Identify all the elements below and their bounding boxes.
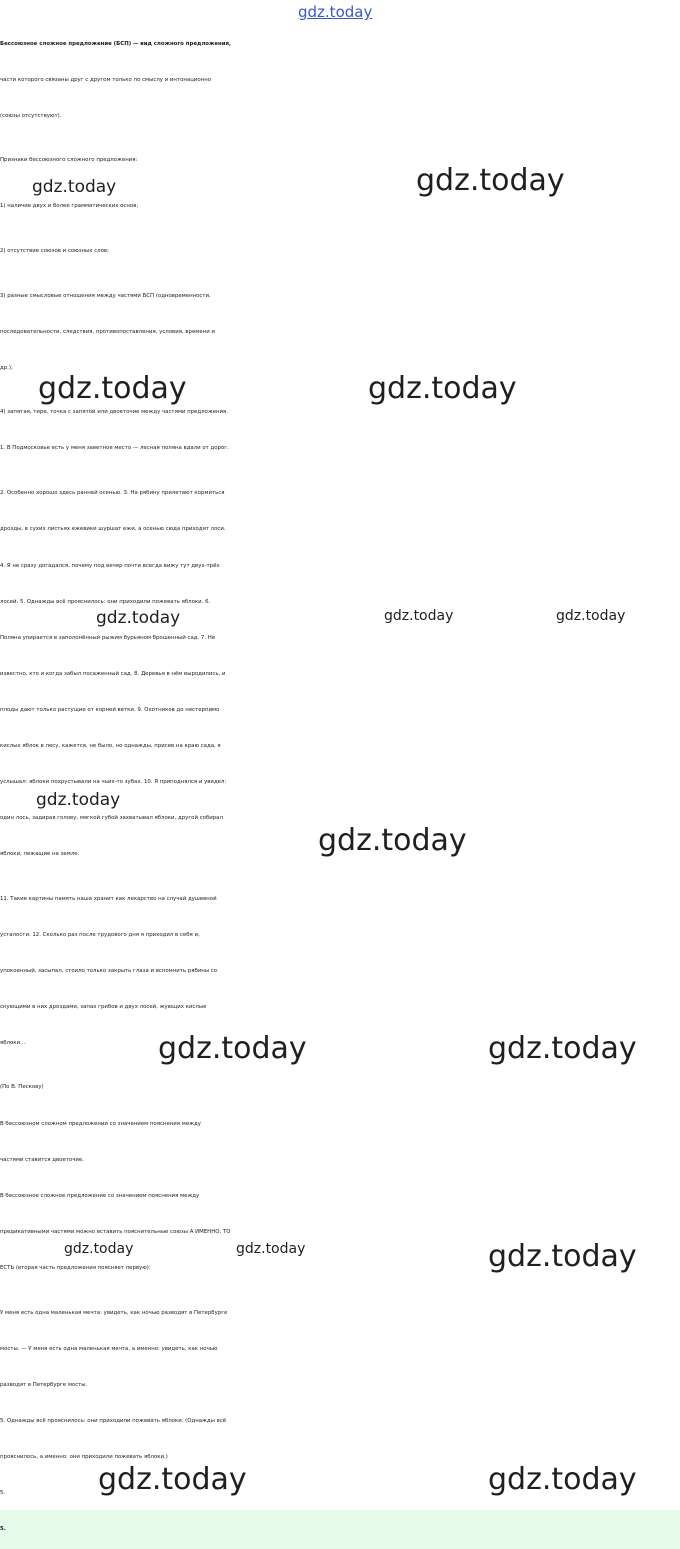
text-line: 5. [0, 1490, 6, 1496]
watermark: gdz.today [158, 1031, 307, 1066]
text-line: мосты. — У меня есть одна маленькая мечта, а именно: увидеть, как ночью [0, 1346, 218, 1352]
text-line: ЕСТЬ (вторая часть предложения поясняет первую): [0, 1265, 151, 1271]
text-line: части которого связаны друг с другом только по смыслу и интонационно [0, 77, 212, 83]
text-line: Бессоюзное сложное предложение (БСП) — вид сложного предложения, [0, 41, 232, 47]
text-line: последовательности, следствия, противопоставления, условия, времени и [0, 329, 215, 335]
text-line: Поляна упирается в заполонённый рыжим бурьяном брошенный сад. 7. Не [0, 635, 216, 641]
text-line: известно, кто и когда забыл посаженный сад. 8. Деревья в нём выродились, и [0, 671, 226, 677]
text-line: плоды дают только растущие от корней ветки. 9. Охотников до нестерпимо [0, 707, 220, 713]
answer-line: 5. [0, 1526, 6, 1532]
text-line: дрозды, в сухих листьях ежевики шуршат ежи, а осенью сюда приходят лоси. [0, 526, 226, 532]
text-line: яблоки, лежащие на земле. [0, 851, 80, 857]
text-line: 1) наличие двух и более грамматических основ; [0, 203, 139, 209]
text-line: 4. Я не сразу догадался, почему под вечер почти всегда вижу тут двух-трёх [0, 563, 220, 569]
text-line: 5. Однажды всё прояснилось: они приходили пожевать яблоки. (Однажды всё [0, 1418, 227, 1424]
text-line: один лось, задирая голову, мягкой губой захватывал яблоки, другой собирал [0, 815, 223, 821]
watermark: gdz.today [488, 1031, 637, 1066]
text-line: 2) отсутствие союзов и союзных слов; [0, 248, 109, 254]
text-line: лосей. 5. Однажды всё прояснилось: они приходили пожевать яблоки. 6. [0, 599, 211, 605]
text-line: 1. В Подмосковье есть у меня заветное место — лесная поляна вдали от дорог. [0, 445, 229, 451]
watermark: gdz.today [488, 1239, 637, 1274]
watermark: gdz.today [556, 608, 626, 624]
text-line: упокоенный, засыпал, стоило только закрыть глаза и вспомнить рябины со [0, 968, 218, 974]
text-line: разводят в Петербурге мосты. [0, 1382, 88, 1388]
text-line: 4) запятая, тире, точка с запятой или двоеточие между частями предложения. [0, 409, 228, 415]
watermark: gdz.today [98, 1462, 247, 1497]
watermark: gdz.today [32, 177, 117, 197]
text-line: кислых яблок в лесу, кажется, не было, но однажды, присев на краю сада, я [0, 743, 221, 749]
watermark: gdz.today [488, 1462, 637, 1497]
text-line: (По В. Пескову) [0, 1084, 44, 1090]
text-line: В бессоюзное сложное предложение со значением пояснения между [0, 1193, 200, 1199]
text-line: У меня есть одна маленькая мечта: увидеть, как ночью разводят в Петербурге [0, 1310, 228, 1316]
text-line: снующими в них дроздами, запах грибов и двух лосей, жующих кислые [0, 1004, 207, 1010]
text-line: др.); [0, 365, 13, 371]
text-line: В бессоюзном сложном предложении со значением пояснения между [0, 1121, 201, 1127]
text-line: усталости. 12. Сколько раз после трудового дня я приходил в себя и, [0, 932, 200, 938]
watermark: gdz.today [236, 1241, 306, 1257]
text-line: 3) разные смысловые отношения между частями БСП (одновременности, [0, 293, 211, 299]
text-line: частями ставится двоеточие. [0, 1157, 84, 1163]
text-line: прояснилось, а именно: они приходили пожевать яблоки.) [0, 1454, 168, 1460]
watermark: gdz.today [64, 1241, 134, 1257]
text-line: предикативными частями можно вставить пояснительные союзы А ИМЕННО, ТО [0, 1229, 231, 1235]
watermark: gdz.today [36, 790, 121, 810]
watermark: gdz.today [416, 163, 565, 198]
watermark-link[interactable]: gdz.today [298, 3, 373, 21]
text-line: яблоки... [0, 1040, 26, 1046]
watermark: gdz.today [384, 608, 454, 624]
watermark: gdz.today [368, 371, 517, 406]
highlighted-answer [0, 1510, 680, 1549]
text-line: 2. Особенно хорошо здесь ранней осенью. 3. На рябину прилетают кормиться [0, 490, 225, 496]
watermark: gdz.today [38, 371, 187, 406]
watermark: gdz.today [318, 823, 467, 858]
text-line: услышал: яблоки похрустывали на чьих-то зубах. 10. Я приподнялся и увидел: [0, 779, 227, 785]
watermark: gdz.today [96, 608, 181, 628]
text-line: 11. Такие картины память наша хранит как лекарство на случай душевной [0, 896, 217, 902]
text-line: (союзы отсутствуют). [0, 113, 62, 119]
text-line: Признаки бессоюзного сложного предложения: [0, 157, 138, 163]
